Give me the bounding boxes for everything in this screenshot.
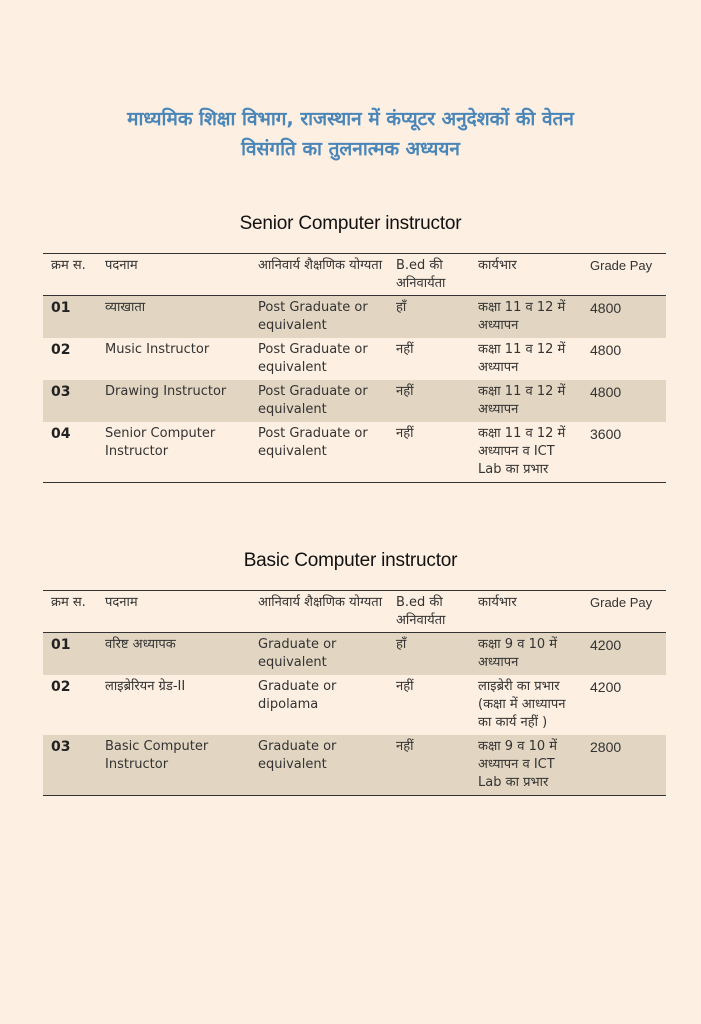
cell-sno: 03: [43, 735, 97, 796]
cell-post: Senior Computer Instructor: [105, 426, 216, 459]
cell-pay: 4200: [582, 633, 666, 676]
senior-table: [43, 253, 666, 483]
cell-workload: कक्षा 11 व 12 में अध्यापन व ICT Lab का प्रभार: [478, 426, 566, 477]
cell-qualification: Post Graduate or equivalent: [250, 380, 388, 422]
col-header-post: पदनाम: [105, 595, 138, 610]
table-row: [43, 633, 666, 676]
col-header-pay: Grade Pay: [590, 258, 653, 273]
cell-qualification: Post Graduate or equivalent: [258, 342, 368, 375]
basic-section-heading: Basic Computer instructor: [243, 550, 458, 571]
cell-bed: नहीं: [396, 342, 414, 357]
cell-qualification: Graduate or equivalent: [250, 735, 388, 796]
cell-sno: 04: [51, 426, 71, 442]
cell-pay: 4800: [590, 342, 622, 358]
cell-qualification: Graduate or equivalent: [250, 633, 388, 676]
cell-post: वरिष्ट अध्यापक: [97, 633, 250, 676]
senior-section-heading: Senior Computer instructor: [239, 213, 462, 234]
page-title: [40, 104, 661, 164]
cell-post: लाइब्रेरियन ग्रेड-II: [105, 679, 186, 694]
cell-workload: कक्षा 9 व 10 में अध्यापन: [470, 633, 582, 676]
cell-qualification: Post Graduate or equivalent: [258, 426, 368, 459]
cell-bed: नहीं: [388, 735, 470, 796]
table-row: [43, 675, 666, 735]
cell-bed: नहीं: [396, 426, 414, 441]
cell-workload: कक्षा 11 व 12 में अध्यापन: [478, 342, 566, 375]
col-header-bed: B.ed की अनिवार्यता: [396, 258, 446, 291]
col-header-qualification: आनिवार्य शैक्षणिक योग्यता: [258, 595, 383, 610]
col-header-qualification: आनिवार्य शैक्षणिक योग्यता: [258, 258, 383, 273]
cell-sno: 02: [51, 342, 71, 358]
cell-sno: 03: [43, 380, 97, 422]
col-header-post: पदनाम: [105, 258, 138, 273]
cell-post: Music Instructor: [105, 342, 210, 357]
basic-table: [43, 590, 666, 796]
title-line-2: विसंगति का तुलनात्मक अध्ययन: [241, 138, 460, 160]
cell-workload: लाइब्रेरी का प्रभार (कक्षा में आध्यापन का कार्य नहीं ): [478, 679, 566, 730]
cell-workload: कक्षा 11 व 12 में अध्यापन: [470, 380, 582, 422]
cell-pay: 3600: [590, 426, 622, 442]
cell-workload: कक्षा 11 व 12 में अध्यापन: [470, 296, 582, 339]
col-header-sno: क्रम स.: [51, 258, 86, 273]
col-header-workload: कार्यभार: [478, 595, 517, 610]
table-header-row: [43, 591, 666, 633]
col-header-sno: क्रम स.: [51, 595, 86, 610]
col-header-pay: Grade Pay: [590, 595, 653, 610]
cell-qualification: Graduate or dipolama: [258, 679, 337, 712]
title-line-1: माध्यमिक शिक्षा विभाग, राजस्थान में कंप्यूटर अनुदेशकों की वेतन: [127, 108, 574, 130]
cell-bed: नहीं: [388, 380, 470, 422]
col-header-bed: B.ed की अनिवार्यता: [396, 595, 446, 628]
cell-post: Drawing Instructor: [97, 380, 250, 422]
col-header-workload: कार्यभार: [478, 258, 517, 273]
table-header-row: [43, 254, 666, 296]
cell-qualification: Post Graduate or equivalent: [250, 296, 388, 339]
cell-pay: 4800: [582, 296, 666, 339]
cell-pay: 4800: [582, 380, 666, 422]
cell-pay: 2800: [582, 735, 666, 796]
table-row: [43, 338, 666, 380]
cell-workload: कक्षा 9 व 10 में अध्यापन व ICT Lab का प्रभार: [470, 735, 582, 796]
cell-sno: 02: [51, 679, 71, 695]
cell-bed: हाँ: [388, 296, 470, 339]
table-row: [43, 422, 666, 483]
table-row: [43, 735, 666, 796]
table-row: [43, 380, 666, 422]
cell-sno: 01: [43, 296, 97, 339]
cell-sno: 01: [43, 633, 97, 676]
cell-pay: 4200: [590, 679, 622, 695]
cell-bed: हाँ: [388, 633, 470, 676]
cell-post: Basic Computer Instructor: [97, 735, 250, 796]
cell-bed: नहीं: [396, 679, 414, 694]
cell-post: व्याखाता: [97, 296, 250, 339]
table-row: [43, 296, 666, 339]
